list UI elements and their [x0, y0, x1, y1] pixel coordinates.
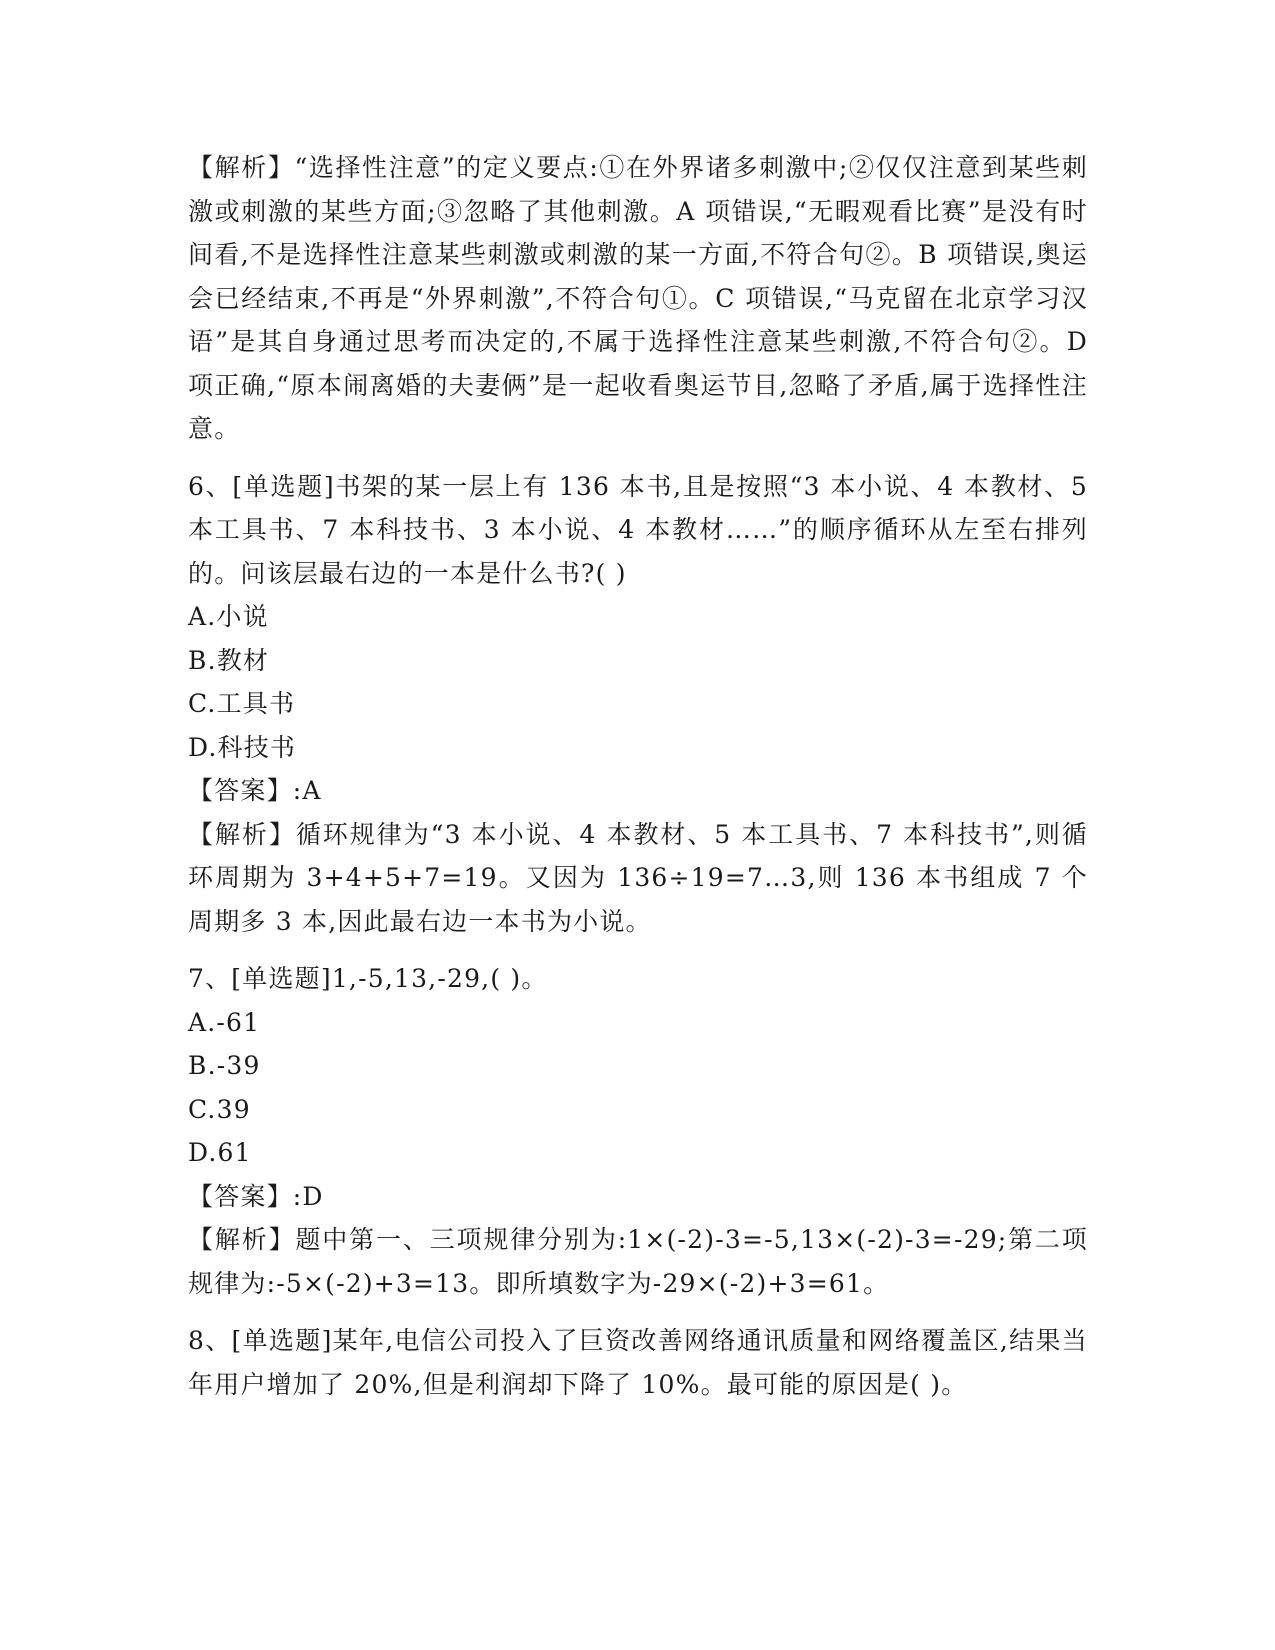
q6-option-a: A.小说	[188, 602, 269, 631]
q7-answer: 【答案】:D	[188, 1181, 324, 1211]
q7-option-b: B.-39	[188, 1051, 261, 1080]
q7-stem: 7、[单选题]1,-5,13,-29,( )。	[188, 964, 548, 993]
q8-stem: 8、[单选题]某年,电信公司投入了巨资改善网络通讯质量和网络覆盖区,结果当年用户增加了 20%,但是利润却下降了 10%。最可能的原因是( )。	[188, 1326, 1088, 1399]
q6-option-c: C.工具书	[188, 689, 296, 718]
q6-stem: 6、[单选题]书架的某一层上有 136 本书,且是按照“3 本小说、4 本教材、5 本工具书、7 本科技书、3 本小说、4 本教材……”的顺序循环从左至右排列的。问该层最右边的一本是什么书?( )	[188, 471, 1088, 588]
q7-option-a: A.-61	[188, 1007, 261, 1037]
q7-option-d: D.61	[188, 1138, 252, 1167]
q6-option-d: D.科技书	[188, 732, 297, 762]
document-content	[188, 146, 1088, 1406]
q6-analysis: 【解析】循环规律为“3 本小说、4 本教材、5 本工具书、7 本科技书”,则循环周期为 3+4+5+7=19。又因为 136÷19=7…3,则 136 本书组成 7 个周期多 3 本,因此最右边一本书为小说。	[188, 819, 1088, 936]
q7-analysis: 【解析】题中第一、三项规律分别为:1×(-2)-3=-5,13×(-2)-3=-29;第二项规律为:-5×(-2)+3=13。即所填数字为-29×(-2)+3=61。	[188, 1225, 1088, 1298]
q6-answer: 【答案】:A	[188, 776, 322, 805]
q6-option-b: B.教材	[188, 645, 270, 675]
q5-analysis: 【解析】“选择性注意”的定义要点:①在外界诸多刺激中;②仅仅注意到某些刺激或刺激的某些方面;③忽略了其他刺激。A 项错误,“无暇观看比赛”是没有时间看,不是选择性注意某些刺激或刺激的某一方面,不符合句②。B 项错误,奥运会已经结束,不再是“外界刺激”,不符合句①。C 项错误,“马克留在北京学习汉语”是其自身通过思考而决定的,不属于选择性注意某些刺激,不符合句②。D 项正确,“原本闹离婚的夫妻俩”是一起收看奥运节目,忽略了矛盾,属于选择性注意。	[188, 153, 1088, 443]
q7-option-c: C.39	[188, 1094, 251, 1124]
